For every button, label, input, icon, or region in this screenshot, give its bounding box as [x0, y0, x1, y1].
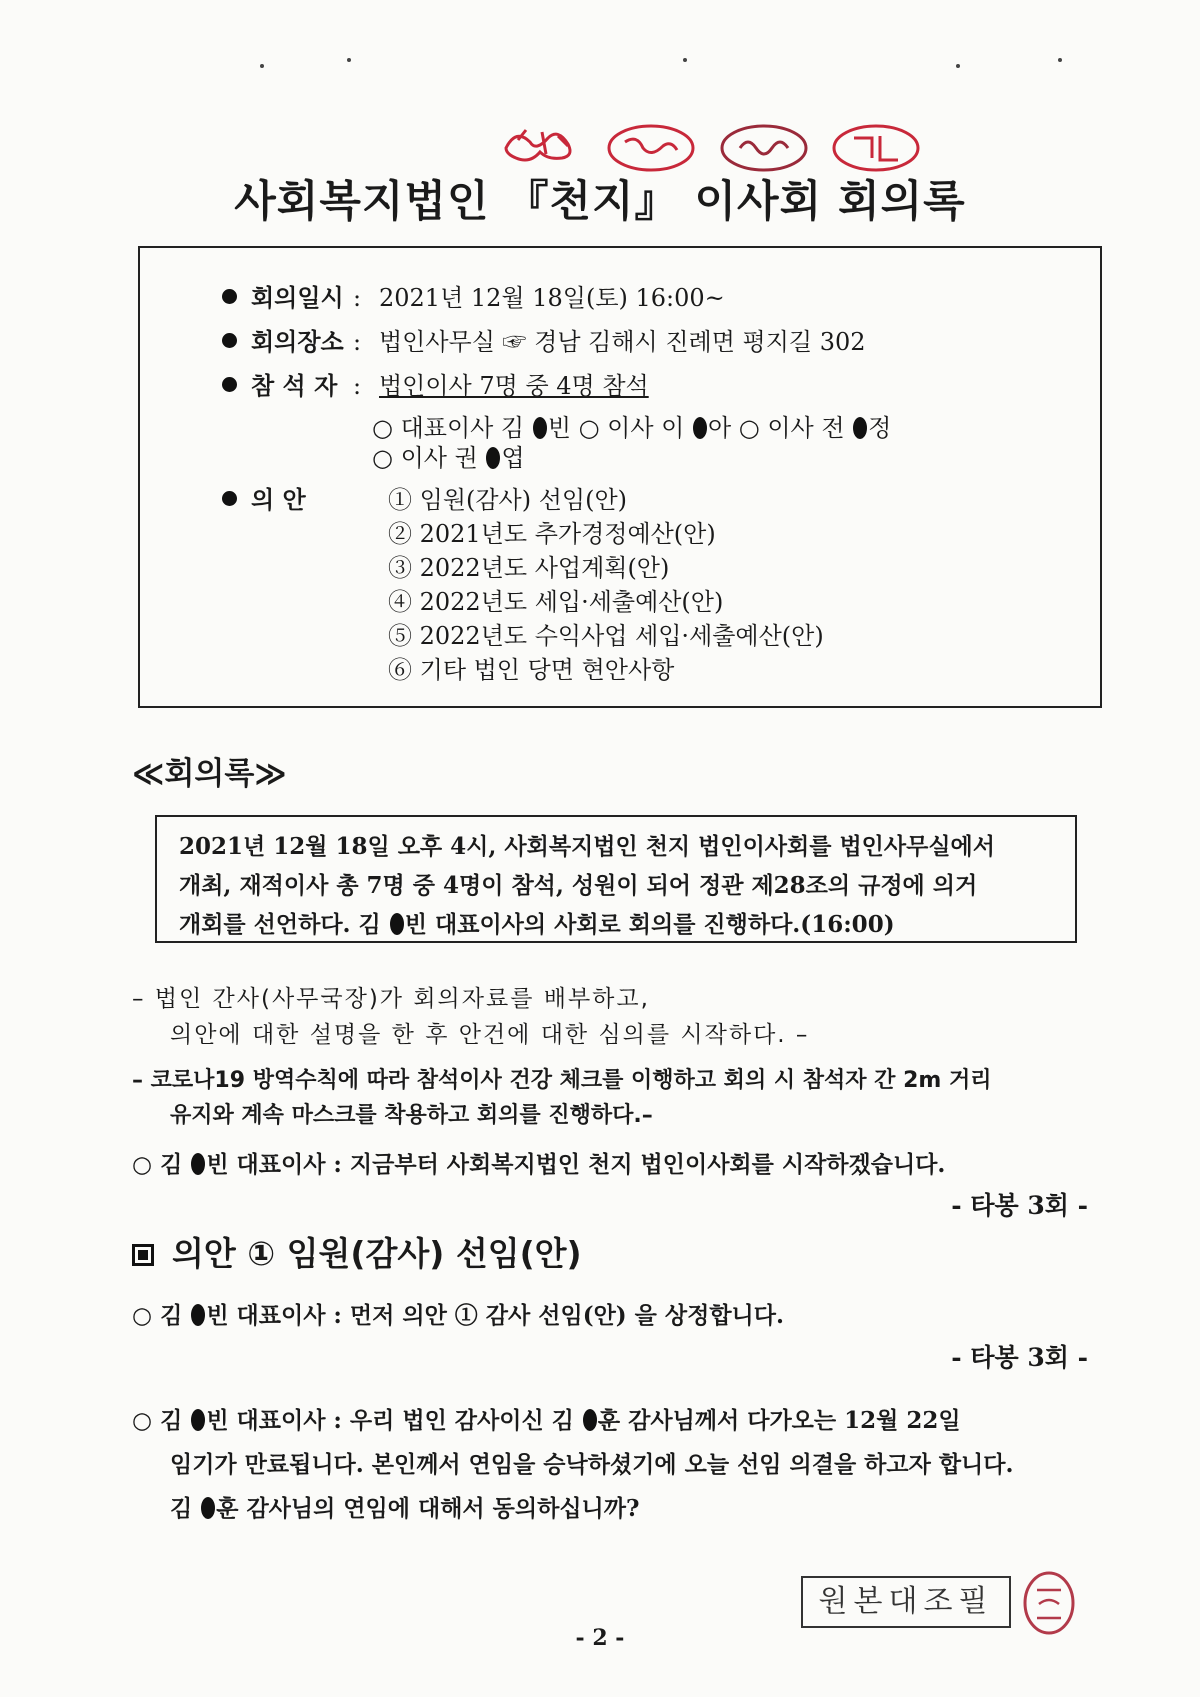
meeting-place-value: 법인사무실 ☞ 경남 김해시 진례면 평지길 302: [379, 328, 866, 356]
redaction-mark: [201, 1497, 215, 1519]
redaction-mark: [390, 913, 404, 935]
agenda-item: ④ 2022년도 세입·세출예산(안): [388, 588, 724, 616]
scan-speck: [683, 58, 687, 62]
agenda-item: ② 2021년도 추가경정예산(안): [388, 520, 716, 548]
page-number: - 2 -: [575, 1625, 625, 1651]
attendee-list-line-2: ○ 이사 권 엽: [372, 444, 525, 472]
speech-line: ○ 김 빈 대표이사 : 먼저 의안 ① 감사 선임(안) 을 상정합니다.: [132, 1302, 785, 1329]
bullet-icon: [222, 333, 237, 348]
bullet-icon: [222, 377, 237, 392]
attendees-label: 참 석 자: [251, 372, 338, 400]
speech-line: 김 훈 감사님의 연임에 대해서 동의하십니까?: [170, 1495, 640, 1522]
note-line: – 법인 간사(사무국장)가 회의자료를 배부하고,: [132, 986, 650, 1012]
agenda-section-heading: 의안 ① 임원(감사) 선임(안): [132, 1228, 582, 1275]
scan-speck: [347, 58, 351, 62]
meeting-place-row: 회의장소 : 법인사무실 ☞ 경남 김해시 진례면 평지길 302: [222, 322, 866, 357]
redaction-mark: [191, 1304, 205, 1326]
minutes-line: 2021년 12월 18일 오후 4시, 사회복지법인 천지 법인이사회를 법인사무실에서: [179, 833, 995, 860]
meeting-date-row: 회의일시 : 2021년 12월 18일(토) 16:00~: [222, 278, 725, 313]
minutes-line: 개최, 재적이사 총 7명 중 4명이 참석, 성원이 되어 정관 제28조의 규정에 의거: [179, 872, 978, 899]
bullet-icon: [222, 289, 237, 304]
agenda-row: [222, 480, 353, 515]
speech-line: 임기가 만료됩니다. 본인께서 연임을 승낙하셨기에 오늘 선임 의결을 하고자 합니다.: [170, 1451, 1014, 1478]
attendees-value: 법인이사 7명 중 4명 참석: [379, 372, 649, 400]
attendee-list-line-1: ○ 대표이사 김 빈 ○ 이사 이 아 ○ 이사 전 정: [372, 414, 892, 442]
scan-speck: [1058, 58, 1062, 62]
square-bullet-icon: [132, 1244, 154, 1266]
redaction-mark: [191, 1153, 205, 1175]
minutes-line: 개회를 선언하다. 김 빈 대표이사의 사회로 회의를 진행하다.(16:00): [179, 911, 895, 938]
speech-line: ○ 김 빈 대표이사 : 우리 법인 감사이신 김 훈 감사님께서 다가오는 12월 22일: [132, 1407, 961, 1434]
redaction-mark: [486, 447, 500, 469]
redaction-mark: [191, 1409, 205, 1431]
gavel-note: - 타봉 3회 -: [951, 1343, 1088, 1372]
scan-speck: [260, 64, 264, 68]
note-line: 유지와 계속 마스크를 착용하고 회의를 진행하다.–: [170, 1103, 653, 1128]
minutes-heading: ≪회의록≫: [132, 756, 287, 792]
redaction-mark: [693, 417, 707, 439]
meeting-info-box: [138, 246, 1102, 708]
speech-line: ○ 김 빈 대표이사 : 지금부터 사회복지법인 천지 법인이사회를 시작하겠습니다.: [132, 1151, 946, 1178]
meeting-date-value: 2021년 12월 18일(토) 16:00~: [379, 284, 725, 312]
note-line: 의안에 대한 설명을 한 후 안건에 대한 심의를 시작하다. –: [170, 1022, 810, 1048]
agenda-item: ① 임원(감사) 선임(안): [388, 486, 627, 514]
agenda-item: ③ 2022년도 사업계획(안): [388, 554, 670, 582]
bullet-icon: [222, 491, 237, 506]
minutes-summary-box: [155, 815, 1077, 943]
agenda-item: ⑥ 기타 법인 당면 현안사항: [388, 656, 675, 684]
gavel-note: - 타봉 3회 -: [951, 1191, 1088, 1220]
redaction-mark: [853, 417, 867, 439]
meeting-place-label: 회의장소: [251, 328, 344, 356]
redaction-mark: [583, 1409, 597, 1431]
scan-speck: [956, 64, 960, 68]
note-line: – 코로나19 방역수칙에 따라 참석이사 건강 체크를 이행하고 회의 시 참석자 간 2m 거리: [132, 1068, 992, 1093]
meeting-date-label: 회의일시: [251, 284, 344, 312]
stamp-text: 원본대조필: [801, 1576, 1011, 1628]
agenda-label: 의 안: [251, 486, 306, 514]
agenda-item: ⑤ 2022년도 수익사업 세입·세출예산(안): [388, 622, 824, 650]
redaction-mark: [533, 417, 547, 439]
page-title: 사회복지법인 『천지』 이사회 회의록: [234, 177, 966, 227]
attendees-row: 참 석 자 : 법인이사 7명 중 4명 참석: [222, 366, 649, 401]
